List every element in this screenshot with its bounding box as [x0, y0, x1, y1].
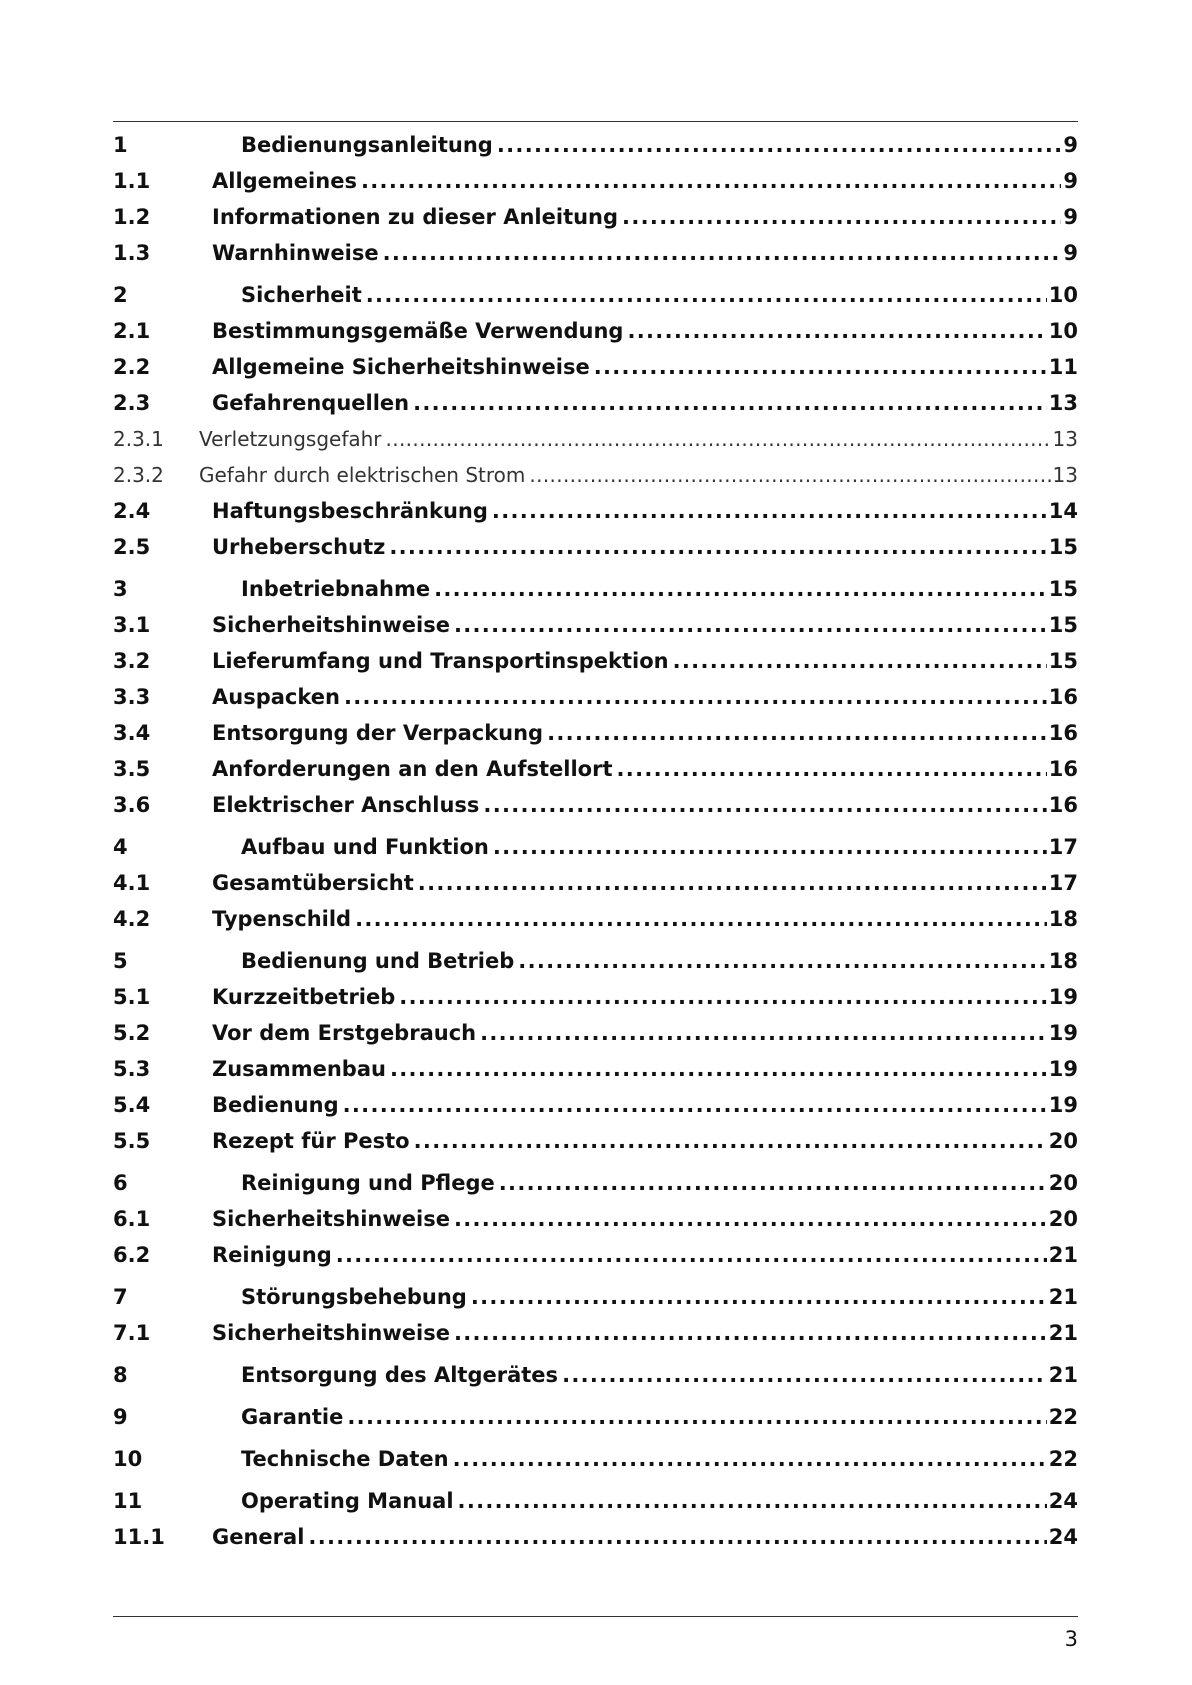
toc-entry-page: 9	[1063, 241, 1078, 265]
toc-dot-leader	[499, 1165, 1047, 1201]
toc-entry-page: 18	[1048, 949, 1078, 973]
toc-entry-line	[212, 1051, 1078, 1087]
toc-entry-title: Technische Daten	[241, 1447, 449, 1471]
toc-entry[interactable]	[113, 163, 1078, 199]
toc-dot-leader	[471, 1279, 1047, 1315]
page-number: 3	[1064, 1627, 1078, 1651]
toc-entry[interactable]	[113, 901, 1078, 937]
toc-entry-title: Garantie	[241, 1405, 344, 1429]
toc-entry-number: 3.3	[113, 685, 151, 709]
toc-dot-leader	[453, 1441, 1047, 1477]
toc-entry-number: 3.5	[113, 757, 151, 781]
toc-entry[interactable]	[113, 1015, 1078, 1051]
toc-entry-page: 13	[1048, 391, 1078, 415]
toc-entry-line	[241, 1279, 1078, 1315]
toc-entry-line	[212, 235, 1078, 271]
toc-entry-page: 22	[1048, 1447, 1078, 1471]
toc-entry-page: 13	[1052, 427, 1078, 451]
toc-entry-title: Sicherheitshinweise	[212, 1321, 450, 1345]
toc-entry[interactable]	[113, 1279, 1078, 1315]
toc-entry-page: 21	[1048, 1321, 1078, 1345]
toc-entry-page: 17	[1048, 835, 1078, 859]
toc-dot-leader	[355, 901, 1047, 937]
toc-entry-title: Reinigung und Pflege	[241, 1171, 495, 1195]
toc-entry-page: 19	[1048, 985, 1078, 1009]
toc-dot-leader	[483, 787, 1046, 823]
toc-entry[interactable]	[113, 457, 1078, 493]
toc-dot-leader	[493, 829, 1047, 865]
toc-entry-line	[212, 1519, 1078, 1555]
toc-entry-number: 5.1	[113, 985, 151, 1009]
toc-entry[interactable]	[113, 751, 1078, 787]
toc-dot-leader	[336, 1237, 1047, 1273]
toc-entry-page: 11	[1048, 355, 1078, 379]
toc-entry-number: 6.1	[113, 1207, 151, 1231]
toc-entry[interactable]	[113, 385, 1078, 421]
toc-entry[interactable]	[113, 529, 1078, 565]
toc-entry-page: 10	[1048, 319, 1078, 343]
toc-dot-leader	[390, 1051, 1047, 1087]
toc-entry[interactable]	[113, 979, 1078, 1015]
toc-entry-title: Sicherheit	[241, 283, 362, 307]
toc-entry-title: Gesamtübersicht	[212, 871, 414, 895]
toc-entry[interactable]	[113, 1519, 1078, 1555]
toc-entry-page: 21	[1048, 1363, 1078, 1387]
toc-dot-leader	[361, 163, 1061, 199]
toc-entry[interactable]	[113, 571, 1078, 607]
toc-entry-number: 5	[113, 949, 128, 973]
toc-entry-title: Operating Manual	[241, 1489, 454, 1513]
toc-entry[interactable]	[113, 1357, 1078, 1393]
toc-entry-page: 20	[1048, 1171, 1078, 1195]
toc-entry-title: Gefahr durch elektrischen Strom	[199, 463, 526, 487]
toc-entry-line	[212, 1087, 1078, 1123]
toc-entry-line	[212, 199, 1078, 235]
toc-entry-number: 1.1	[113, 169, 151, 193]
toc-entry-line	[241, 571, 1078, 607]
toc-dot-leader	[497, 127, 1062, 163]
toc-entry[interactable]	[113, 421, 1078, 457]
toc-entry-title: Urheberschutz	[212, 535, 386, 559]
toc-entry-page: 20	[1048, 1129, 1078, 1153]
toc-entry-line	[212, 679, 1078, 715]
toc-entry[interactable]	[113, 1123, 1078, 1159]
toc-entry-title: Bedienung	[212, 1093, 339, 1117]
toc-entry[interactable]	[113, 679, 1078, 715]
toc-entry-page: 19	[1048, 1093, 1078, 1117]
toc-entry[interactable]	[113, 1315, 1078, 1351]
toc-dot-leader	[389, 529, 1046, 565]
toc-entry-title: Informationen zu dieser Anleitung	[212, 205, 619, 229]
toc-entry-page: 13	[1052, 463, 1078, 487]
toc-entry-line	[212, 1315, 1078, 1351]
toc-dot-leader	[594, 349, 1047, 385]
toc-entry[interactable]	[113, 1483, 1078, 1519]
toc-entry-page: 15	[1048, 613, 1078, 637]
toc-entry-title: Allgemeines	[212, 169, 357, 193]
toc-entry-number: 2.4	[113, 499, 151, 523]
toc-dot-leader	[347, 1399, 1046, 1435]
toc-dot-leader	[518, 943, 1046, 979]
toc-entry-line	[199, 421, 1078, 457]
toc-entry-title: General	[212, 1525, 305, 1549]
toc-dot-leader	[386, 421, 1051, 457]
toc-entry-page: 20	[1048, 1207, 1078, 1231]
toc-entry-page: 10	[1048, 283, 1078, 307]
toc-entry-line	[241, 1441, 1078, 1477]
toc-dot-leader	[344, 679, 1047, 715]
toc-entry-line	[241, 1165, 1078, 1201]
toc-entry-number: 2.1	[113, 319, 151, 343]
toc-dot-leader	[492, 493, 1047, 529]
toc-entry-number: 7	[113, 1285, 128, 1309]
toc-entry-number: 3.4	[113, 721, 151, 745]
toc-entry-title: Aufbau und Funktion	[241, 835, 489, 859]
toc-entry-title: Auspacken	[212, 685, 340, 709]
toc-entry-page: 15	[1048, 649, 1078, 673]
toc-entry-number: 2.3	[113, 391, 151, 415]
toc-entry-line	[212, 787, 1078, 823]
toc-entry-title: Sicherheitshinweise	[212, 1207, 450, 1231]
toc-entry-title: Rezept für Pesto	[212, 1129, 410, 1153]
toc-dot-leader	[617, 751, 1047, 787]
toc-entry-title: Störungsbehebung	[241, 1285, 467, 1309]
toc-dot-leader	[418, 865, 1047, 901]
toc-entry[interactable]	[113, 943, 1078, 979]
toc-entry-title: Haftungsbeschränkung	[212, 499, 488, 523]
toc-entry-line	[212, 493, 1078, 529]
toc-entry-line	[241, 1399, 1078, 1435]
toc-entry-number: 4.2	[113, 907, 151, 931]
toc-entry-line	[212, 901, 1078, 937]
toc-entry-line	[241, 829, 1078, 865]
toc-entry-number: 3.1	[113, 613, 151, 637]
toc-entry-page: 24	[1048, 1525, 1078, 1549]
toc-entry-page: 9	[1063, 205, 1078, 229]
toc-entry-page: 17	[1048, 871, 1078, 895]
toc-entry-line	[212, 751, 1078, 787]
toc-dot-leader	[308, 1519, 1046, 1555]
toc-entry-number: 1	[113, 133, 128, 157]
toc-entry-title: Entsorgung des Altgerätes	[241, 1363, 559, 1387]
toc-entry-number: 2.2	[113, 355, 151, 379]
toc-entry-line	[212, 865, 1078, 901]
toc-entry-number: 3.6	[113, 793, 151, 817]
bottom-rule	[113, 1616, 1078, 1617]
toc-entry-title: Warnhinweise	[212, 241, 379, 265]
toc-entry-line	[212, 529, 1078, 565]
toc-entry[interactable]	[113, 277, 1078, 313]
toc-dot-leader	[414, 1123, 1047, 1159]
toc-entry[interactable]	[113, 1441, 1078, 1477]
toc-dot-leader	[622, 199, 1061, 235]
toc-entry-page: 14	[1048, 499, 1078, 523]
toc-entry[interactable]	[113, 865, 1078, 901]
toc-dot-leader	[529, 457, 1050, 493]
toc-dot-leader	[458, 1483, 1047, 1519]
toc-entry[interactable]	[113, 1165, 1078, 1201]
toc-entry-title: Allgemeine Sicherheitshinweise	[212, 355, 590, 379]
toc-entry[interactable]	[113, 235, 1078, 271]
toc-entry-line	[241, 1357, 1078, 1393]
toc-dot-leader	[434, 571, 1047, 607]
toc-entry-number: 3	[113, 577, 128, 601]
toc-entry-line	[212, 643, 1078, 679]
toc-entry-page: 21	[1048, 1243, 1078, 1267]
toc-dot-leader	[562, 1357, 1047, 1393]
toc-entry-number: 4.1	[113, 871, 151, 895]
toc-entry-number: 2.3.1	[113, 427, 164, 451]
toc-entry-line	[212, 715, 1078, 751]
toc-entry-line	[212, 385, 1078, 421]
toc-dot-leader	[383, 235, 1062, 271]
toc-entry-page: 19	[1048, 1057, 1078, 1081]
toc-entry-number: 4	[113, 835, 128, 859]
toc-entry-line	[212, 1123, 1078, 1159]
toc-dot-leader	[547, 715, 1047, 751]
toc-entry-number: 2.3.2	[113, 463, 164, 487]
toc-entry-title: Verletzungsgefahr	[199, 427, 382, 451]
toc-entry-page: 22	[1048, 1405, 1078, 1429]
toc-entry-title: Bedienung und Betrieb	[241, 949, 515, 973]
toc-dot-leader	[673, 643, 1047, 679]
toc-entry[interactable]	[113, 643, 1078, 679]
toc-entry-number: 5.4	[113, 1093, 151, 1117]
toc-entry-number: 7.1	[113, 1321, 151, 1345]
toc-dot-leader	[627, 313, 1046, 349]
toc-entry-line	[241, 277, 1078, 313]
toc-entry-number: 5.3	[113, 1057, 151, 1081]
toc-entry-page: 21	[1048, 1285, 1078, 1309]
toc-entry[interactable]	[113, 1237, 1078, 1273]
toc-entry-page: 16	[1048, 793, 1078, 817]
toc-dot-leader	[366, 277, 1047, 313]
toc-entry-number: 2.5	[113, 535, 151, 559]
toc-entry-page: 16	[1048, 685, 1078, 709]
toc-entry-line	[212, 349, 1078, 385]
toc-entry-line	[212, 979, 1078, 1015]
toc-entry-page: 9	[1063, 169, 1078, 193]
toc-entry[interactable]	[113, 1399, 1078, 1435]
toc-dot-leader	[454, 1315, 1047, 1351]
toc-entry-page: 18	[1048, 907, 1078, 931]
toc-entry[interactable]	[113, 1201, 1078, 1237]
toc-entry-page: 15	[1048, 577, 1078, 601]
toc-entry-title: Reinigung	[212, 1243, 332, 1267]
toc-entry[interactable]	[113, 349, 1078, 385]
toc-entry-title: Vor dem Erstgebrauch	[212, 1021, 477, 1045]
toc-entry-line	[212, 313, 1078, 349]
toc-entry-line	[212, 163, 1078, 199]
toc-entry-title: Zusammenbau	[212, 1057, 386, 1081]
toc-entry-title: Inbetriebnahme	[241, 577, 431, 601]
toc-entry-number: 2	[113, 283, 128, 307]
toc-entry[interactable]	[113, 607, 1078, 643]
toc-entry[interactable]	[113, 715, 1078, 751]
toc-entry[interactable]	[113, 1087, 1078, 1123]
toc-dot-leader	[399, 979, 1046, 1015]
toc-entry-title: Kurzzeitbetrieb	[212, 985, 396, 1009]
toc-entry[interactable]	[113, 787, 1078, 823]
toc-dot-leader	[343, 1087, 1047, 1123]
toc-entry-title: Lieferumfang und Transportinspektion	[212, 649, 669, 673]
toc-entry-number: 3.2	[113, 649, 151, 673]
toc-dot-leader	[454, 607, 1047, 643]
toc-entry-title: Bestimmungsgemäße Verwendung	[212, 319, 624, 343]
toc-entry-page: 16	[1048, 721, 1078, 745]
toc-dot-leader	[413, 385, 1047, 421]
toc-entry-line	[212, 1237, 1078, 1273]
toc-entry-number: 5.5	[113, 1129, 151, 1153]
toc-entry-line	[212, 1201, 1078, 1237]
toc-entry-title: Typenschild	[212, 907, 352, 931]
toc-entry[interactable]	[113, 829, 1078, 865]
toc-entry-number: 6.2	[113, 1243, 151, 1267]
toc-entry[interactable]	[113, 313, 1078, 349]
toc-entry-number: 1.3	[113, 241, 151, 265]
toc-entry-line	[241, 127, 1078, 163]
toc-entry-line	[212, 1015, 1078, 1051]
toc-entry-line	[241, 1483, 1078, 1519]
toc-entry[interactable]	[113, 127, 1078, 163]
toc-dot-leader	[454, 1201, 1047, 1237]
toc-entry-title: Elektrischer Anschluss	[212, 793, 480, 817]
toc-entry-number: 6	[113, 1171, 128, 1195]
toc-entry-page: 16	[1048, 757, 1078, 781]
toc-entry-number: 11.1	[113, 1525, 165, 1549]
toc-entry-line	[199, 457, 1078, 493]
toc-entry-title: Entsorgung der Verpackung	[212, 721, 544, 745]
toc-entry-number: 1.2	[113, 205, 151, 229]
toc-entry-line	[212, 607, 1078, 643]
toc-entry-number: 11	[113, 1489, 143, 1513]
toc-entry-title: Anforderungen an den Aufstellort	[212, 757, 613, 781]
toc-entry[interactable]	[113, 1051, 1078, 1087]
toc-entry[interactable]	[113, 199, 1078, 235]
toc-entry-line	[241, 943, 1078, 979]
toc-entry[interactable]	[113, 493, 1078, 529]
toc-entry-number: 10	[113, 1447, 143, 1471]
toc-entry-number: 8	[113, 1363, 128, 1387]
toc-entry-page: 15	[1048, 535, 1078, 559]
toc-entry-number: 9	[113, 1405, 128, 1429]
toc-entry-page: 9	[1063, 133, 1078, 157]
toc-entry-title: Sicherheitshinweise	[212, 613, 450, 637]
toc-dot-leader	[480, 1015, 1047, 1051]
toc-entry-title: Gefahrenquellen	[212, 391, 410, 415]
toc-entry-title: Bedienungsanleitung	[241, 133, 493, 157]
toc-entry-number: 5.2	[113, 1021, 151, 1045]
toc-entry-page: 24	[1048, 1489, 1078, 1513]
top-rule	[113, 121, 1078, 122]
table-of-contents	[113, 127, 1078, 1555]
toc-entry-page: 19	[1048, 1021, 1078, 1045]
